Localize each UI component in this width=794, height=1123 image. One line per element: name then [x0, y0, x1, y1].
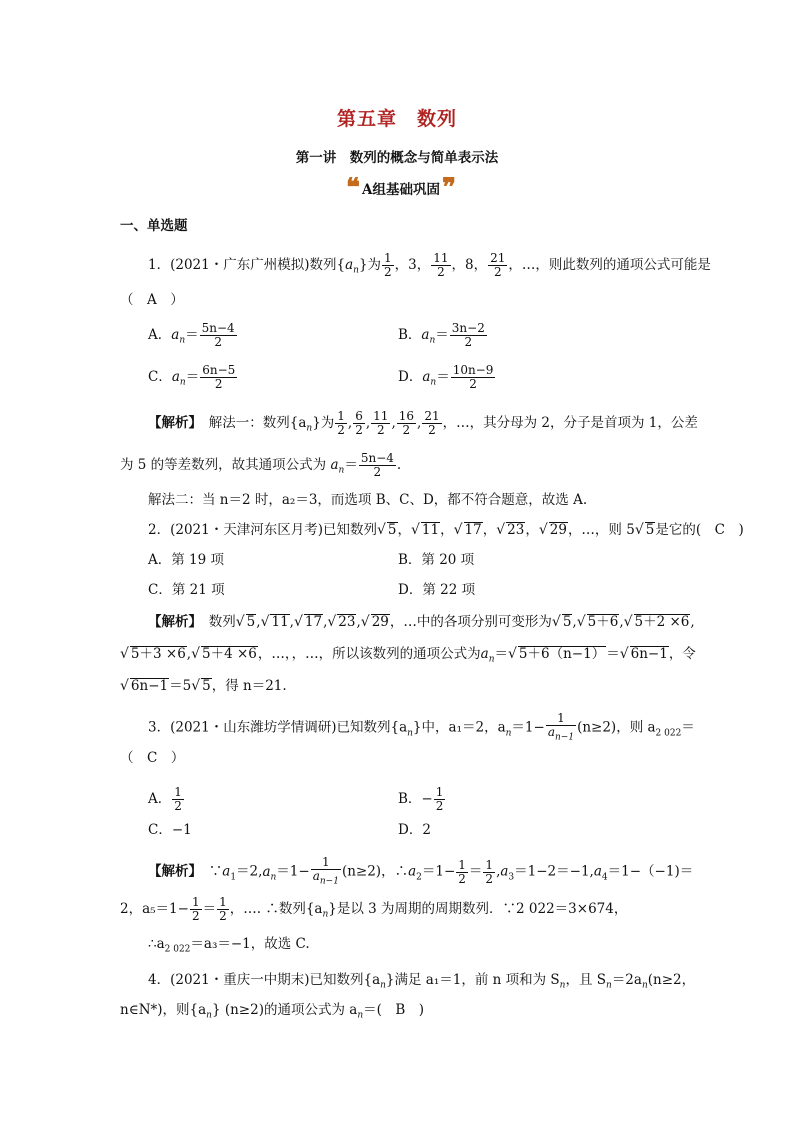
section-heading: 一、单选题: [120, 218, 188, 234]
q1-analysis-line1: 【解析】 解法一：数列$\{a_n\}$为 $\frac{1}{2}$ , $\frac{6}{2}$ , $\frac{11}{2}$ , $\frac{16}{2}$ , $\frac{21}{2}$ ，…，其分母为 2，分子是首项为 1，公差: [148, 409, 698, 437]
chapter-title: 第五章 数列: [336, 108, 457, 130]
q3-option-b: B．− $\frac{1}{2}$: [398, 785, 444, 813]
q1-stem: 1．(2021・广东广州模拟)数列$\{a_n\}$为 $\frac{1}{2}$ ，3， $\frac{11}{2}$ ，8， $\frac{21}{2}$ ，…，则此数列的通项公式可能是: [148, 251, 711, 279]
q2-option-b: B．第 20 项: [398, 552, 475, 568]
q4-stem-line1: 4．(2021・重庆一中期末)已知数列$\{a_n\}$满足 a₁＝1，前 n 项和为 $S_n$，且 $S_n=2a_n(n\ge 2$，: [148, 972, 696, 991]
q2-option-c: C．第 21 项: [148, 582, 225, 598]
q1-option-d: D．$a_n=$ $\frac{10n-9}{2}$: [398, 363, 494, 391]
section-banner: [346, 177, 456, 199]
q1-answer: （ A ）: [120, 292, 184, 308]
q4-stem-line2: n∈N*)，则$\{a_n\}$ (n≥2)的通项公式为 $a_n=$( B ): [120, 1002, 425, 1021]
right-quote-icon: ❞: [441, 177, 456, 199]
q1-term-1: $\frac{1}{2}$: [384, 251, 392, 279]
q2-stem: 2．(2021・天津河东区月考)已知数列√ 5，√ 11，√ 17，√ 23，√ 29，…，则 5√ 5是它的( C ): [148, 522, 744, 538]
q2-analysis-line2: √ 5＋3 ×6,√ 5＋4 ×6，…，，…，所以该数列的通项公式为$a_n=√$ 5＋6（n−1）＝√ 6n−1，令: [120, 646, 696, 665]
q1-option-b: B．$a_n=$ $\frac{3n-2}{2}$: [398, 321, 485, 349]
q1-analysis-line2: 为 5 的等差数列，故其通项公式为 $a_n=$ $\frac{5n-4}{2}$ .: [120, 451, 402, 479]
banner-label: A组基础巩固: [362, 182, 440, 198]
q1-option-c: C．$a_n=$ $\frac{6n-5}{2}$: [148, 363, 236, 391]
lecture-title: 第一讲 数列的概念与简单表示法: [295, 150, 499, 166]
q3-option-d: D．2: [398, 822, 431, 838]
q3-analysis-line1: 【解析】 $\because a_1=2,a_n=1-$ $\frac{1}{a_{n-1}}$ (n≥2)，$\therefore a_2=1-$ $\frac{1}{2}$ ＝ $\frac{1}{2}$ $,a_3=1-2=-1,a_4=1-(-1)=$: [148, 855, 694, 887]
q3-answer: （ C ）: [120, 750, 185, 766]
q3-option-a: A． $\frac{1}{2}$: [148, 785, 182, 813]
q1-term-5: $\frac{21}{2}$: [490, 251, 506, 279]
q1-term-3: $\frac{11}{2}$: [433, 251, 449, 279]
q3-stem: 3．(2021・山东潍坊学情调研)已知数列$\{a_n\}$中，a₁＝2，$a_n=1-$ $\frac{1}{a_{n-1}}$ (n≥2)，则 $a_{2 022}=$: [148, 711, 695, 743]
left-quote-icon: ❝: [346, 177, 360, 199]
q2-option-a: A．第 19 项: [148, 552, 225, 568]
q3-analysis-line3: $\therefore a_{2 022}=a_3=-1$，故选 C.: [148, 936, 310, 955]
q2-option-d: D．第 22 项: [398, 582, 476, 598]
q2-analysis-line3: √ 6n−1＝5√ 5，得 n＝21.: [120, 678, 287, 694]
q1-option-a: A．$a_n=$ $\frac{5n-4}{2}$: [148, 321, 235, 349]
q2-analysis-line1: 【解析】 数列√ 5,√ 11,√ 17,√ 23,√ 29，…中的各项分别可变形为√ 5,√ 5＋6,√ 5＋2 ×6,: [148, 614, 695, 630]
q1-analysis-line3: 解法二：当 n＝2 时，a₂＝3，而选项 B、C、D，都不符合题意，故选 A.: [148, 492, 588, 508]
q3-analysis-line2: 2，a₅＝1− $\frac{1}{2}$ ＝ $\frac{1}{2}$ ，…. ∴数列$\{a_n\}$是以 3 为周期的周期数列．∵2 022＝3×674，: [120, 895, 628, 923]
q3-option-c: C．−1: [148, 822, 192, 838]
